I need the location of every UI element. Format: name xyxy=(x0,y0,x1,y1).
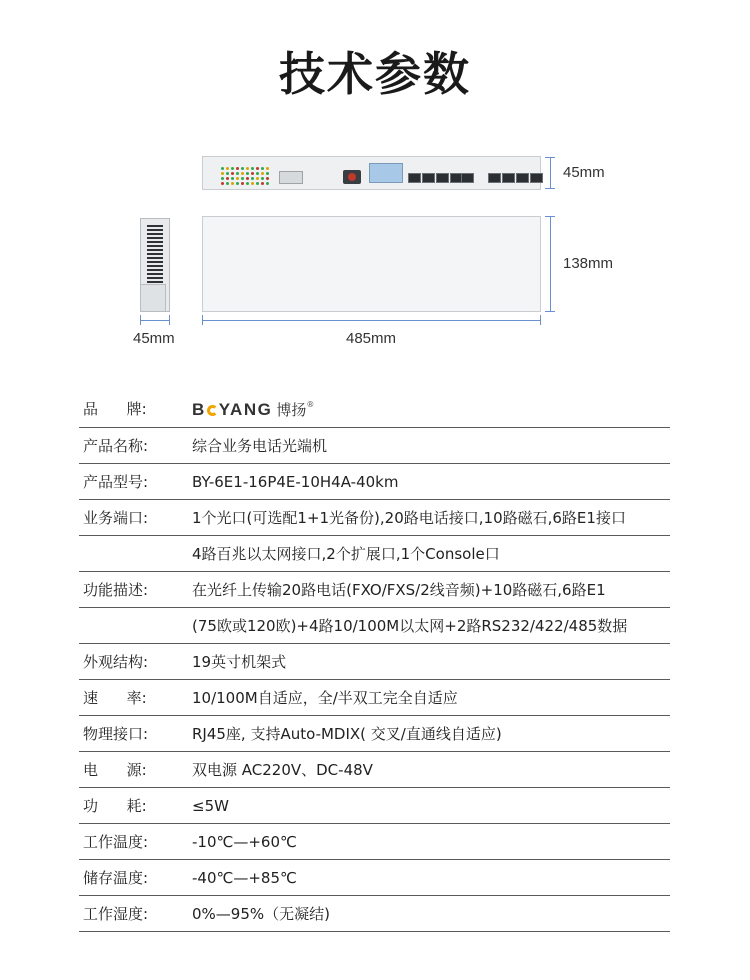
dim-tick xyxy=(169,315,170,325)
spec-label: 功 耗: xyxy=(83,797,147,815)
led-indicator xyxy=(251,177,254,180)
brand-c-mark-icon xyxy=(207,405,218,416)
spec-value: 综合业务电话光端机 xyxy=(192,437,328,455)
led-indicator xyxy=(261,182,264,185)
spec-label: 业务端口: xyxy=(83,509,149,527)
led-indicator xyxy=(266,172,269,175)
led-indicator xyxy=(246,182,249,185)
led-indicator xyxy=(241,182,244,185)
spec-label: 速 率: xyxy=(83,689,147,707)
led-indicator xyxy=(251,172,254,175)
rj45-port xyxy=(516,173,529,183)
led-indicator xyxy=(226,182,229,185)
rj45-port xyxy=(422,173,435,183)
dim-label-side-width: 45mm xyxy=(133,330,175,347)
spec-value: 4路百兆以太网接口,2个扩展口,1个Console口 xyxy=(192,545,500,563)
spec-row xyxy=(79,572,670,608)
rj45-port xyxy=(488,173,501,183)
vent-slot xyxy=(147,269,163,271)
spec-row xyxy=(79,464,670,500)
spec-value: 19英寸机架式 xyxy=(192,653,287,671)
spec-value: 10/100M自适应，全/半双工完全自适应 xyxy=(192,689,458,707)
dim-label-front-height: 45mm xyxy=(563,164,605,181)
spec-label: 工作温度: xyxy=(83,833,149,851)
led-indicator xyxy=(266,182,269,185)
spec-row xyxy=(79,536,670,572)
spec-value: -40℃—+85℃ xyxy=(192,869,297,887)
led-indicator xyxy=(231,177,234,180)
rack-ear xyxy=(140,284,166,312)
dim-tick xyxy=(540,315,541,325)
led-indicator xyxy=(241,167,244,170)
vent-slot xyxy=(147,233,163,235)
spec-label: 产品名称: xyxy=(83,437,149,455)
spec-label: 物理接口: xyxy=(83,725,149,743)
led-indicator xyxy=(236,167,239,170)
dim-tick xyxy=(545,216,555,217)
led-indicator xyxy=(226,177,229,180)
spec-value: ≤5W xyxy=(192,797,229,815)
led-indicator xyxy=(246,172,249,175)
led-indicator xyxy=(266,167,269,170)
spec-row xyxy=(79,860,670,896)
dim-tick xyxy=(545,311,555,312)
led-indicator xyxy=(261,172,264,175)
device-label-screen xyxy=(369,163,403,183)
led-indicator xyxy=(256,172,259,175)
led-indicator xyxy=(241,177,244,180)
led-indicator xyxy=(226,167,229,170)
spec-value: RJ45座, 支持Auto-MDIX( 交叉/直通线自适应) xyxy=(192,725,502,743)
device-top-view-image xyxy=(202,216,541,312)
vent-slot xyxy=(147,261,163,263)
led-indicator xyxy=(246,177,249,180)
led-indicator xyxy=(251,167,254,170)
spec-value: BY-6E1-16P4E-10H4A-40km xyxy=(192,473,399,491)
vent-slot xyxy=(147,265,163,267)
led-indicator xyxy=(246,167,249,170)
vent-slot xyxy=(147,245,163,247)
spec-value: -10℃—+60℃ xyxy=(192,833,297,851)
vent-slot xyxy=(147,229,163,231)
led-indicator xyxy=(256,167,259,170)
console-port xyxy=(279,171,303,184)
led-indicator xyxy=(231,167,234,170)
spec-label: 工作湿度: xyxy=(83,905,149,923)
vent-slot xyxy=(147,273,163,275)
spec-row xyxy=(79,500,670,536)
spec-row xyxy=(79,788,670,824)
rj45-port xyxy=(408,173,421,183)
spec-value: (75欧或120欧)+4路10/100M以太网+2路RS232/422/485数据 xyxy=(192,617,628,635)
spec-label: 外观结构: xyxy=(83,653,149,671)
spec-row xyxy=(79,608,670,644)
fiber-port xyxy=(343,170,361,184)
led-indicator xyxy=(261,177,264,180)
led-indicator xyxy=(221,172,224,175)
led-indicator xyxy=(231,172,234,175)
led-indicator xyxy=(256,177,259,180)
vent-slot xyxy=(147,241,163,243)
vent-slot xyxy=(147,253,163,255)
dim-tick xyxy=(140,315,141,325)
led-indicator xyxy=(226,172,229,175)
spec-row xyxy=(79,752,670,788)
spec-label: 储存温度: xyxy=(83,869,149,887)
spec-value: 0%—95%（无凝结) xyxy=(192,905,330,923)
led-indicator xyxy=(221,182,224,185)
led-indicator xyxy=(221,177,224,180)
dim-label-width: 485mm xyxy=(346,330,397,347)
registered-mark: ® xyxy=(306,400,315,409)
rj45-port xyxy=(530,173,543,183)
led-indicator xyxy=(261,167,264,170)
spec-value: 在光纤上传输20路电话(FXO/FXS/2线音频)+10路磁石,6路E1 xyxy=(192,581,606,599)
dim-tick xyxy=(202,315,203,325)
rj45-port xyxy=(502,173,515,183)
dim-line-front-height xyxy=(550,157,551,189)
spec-label: 功能描述: xyxy=(83,581,149,599)
vent-slot xyxy=(147,277,163,279)
brand-logo xyxy=(192,399,314,421)
spec-table xyxy=(79,391,670,932)
led-indicator xyxy=(256,182,259,185)
led-indicator xyxy=(221,167,224,170)
vent-slot xyxy=(147,225,163,227)
device-front-panel-image xyxy=(202,156,541,190)
spec-label: 产品型号: xyxy=(83,473,149,491)
spec-row xyxy=(79,680,670,716)
spec-row xyxy=(79,644,670,680)
dim-line-depth xyxy=(550,216,551,312)
dim-line-side-width xyxy=(140,320,170,321)
brand-name-en: B YANG xyxy=(192,400,273,419)
page-title: 技术参数 xyxy=(279,47,471,101)
dim-label-depth: 138mm xyxy=(563,255,614,272)
spec-row xyxy=(79,428,670,464)
dim-tick xyxy=(545,157,555,158)
led-indicator xyxy=(231,182,234,185)
brand-name-cn: 博扬 xyxy=(276,401,307,419)
rj45-port xyxy=(436,173,449,183)
dim-tick xyxy=(545,188,555,189)
spec-value: 1个光口(可选配1+1光备份),20路电话接口,10路磁石,6路E1接口 xyxy=(192,509,626,527)
vent-slot xyxy=(147,257,163,259)
spec-row-brand xyxy=(79,391,670,428)
spec-label: 电 源: xyxy=(83,761,147,779)
spec-value: 双电源 AC220V、DC-48V xyxy=(192,761,373,779)
led-indicator xyxy=(251,182,254,185)
led-indicator xyxy=(236,172,239,175)
vent-slot xyxy=(147,249,163,251)
spec-row xyxy=(79,896,670,932)
rj45-port xyxy=(461,173,474,183)
spec-row xyxy=(79,824,670,860)
led-indicator xyxy=(266,177,269,180)
led-indicator xyxy=(236,177,239,180)
dim-line-width xyxy=(202,320,541,321)
spec-row xyxy=(79,716,670,752)
led-indicator xyxy=(241,172,244,175)
led-indicator xyxy=(236,182,239,185)
vent-slot xyxy=(147,237,163,239)
vent-slot xyxy=(147,281,163,283)
spec-label: 品 牌: xyxy=(83,400,147,418)
